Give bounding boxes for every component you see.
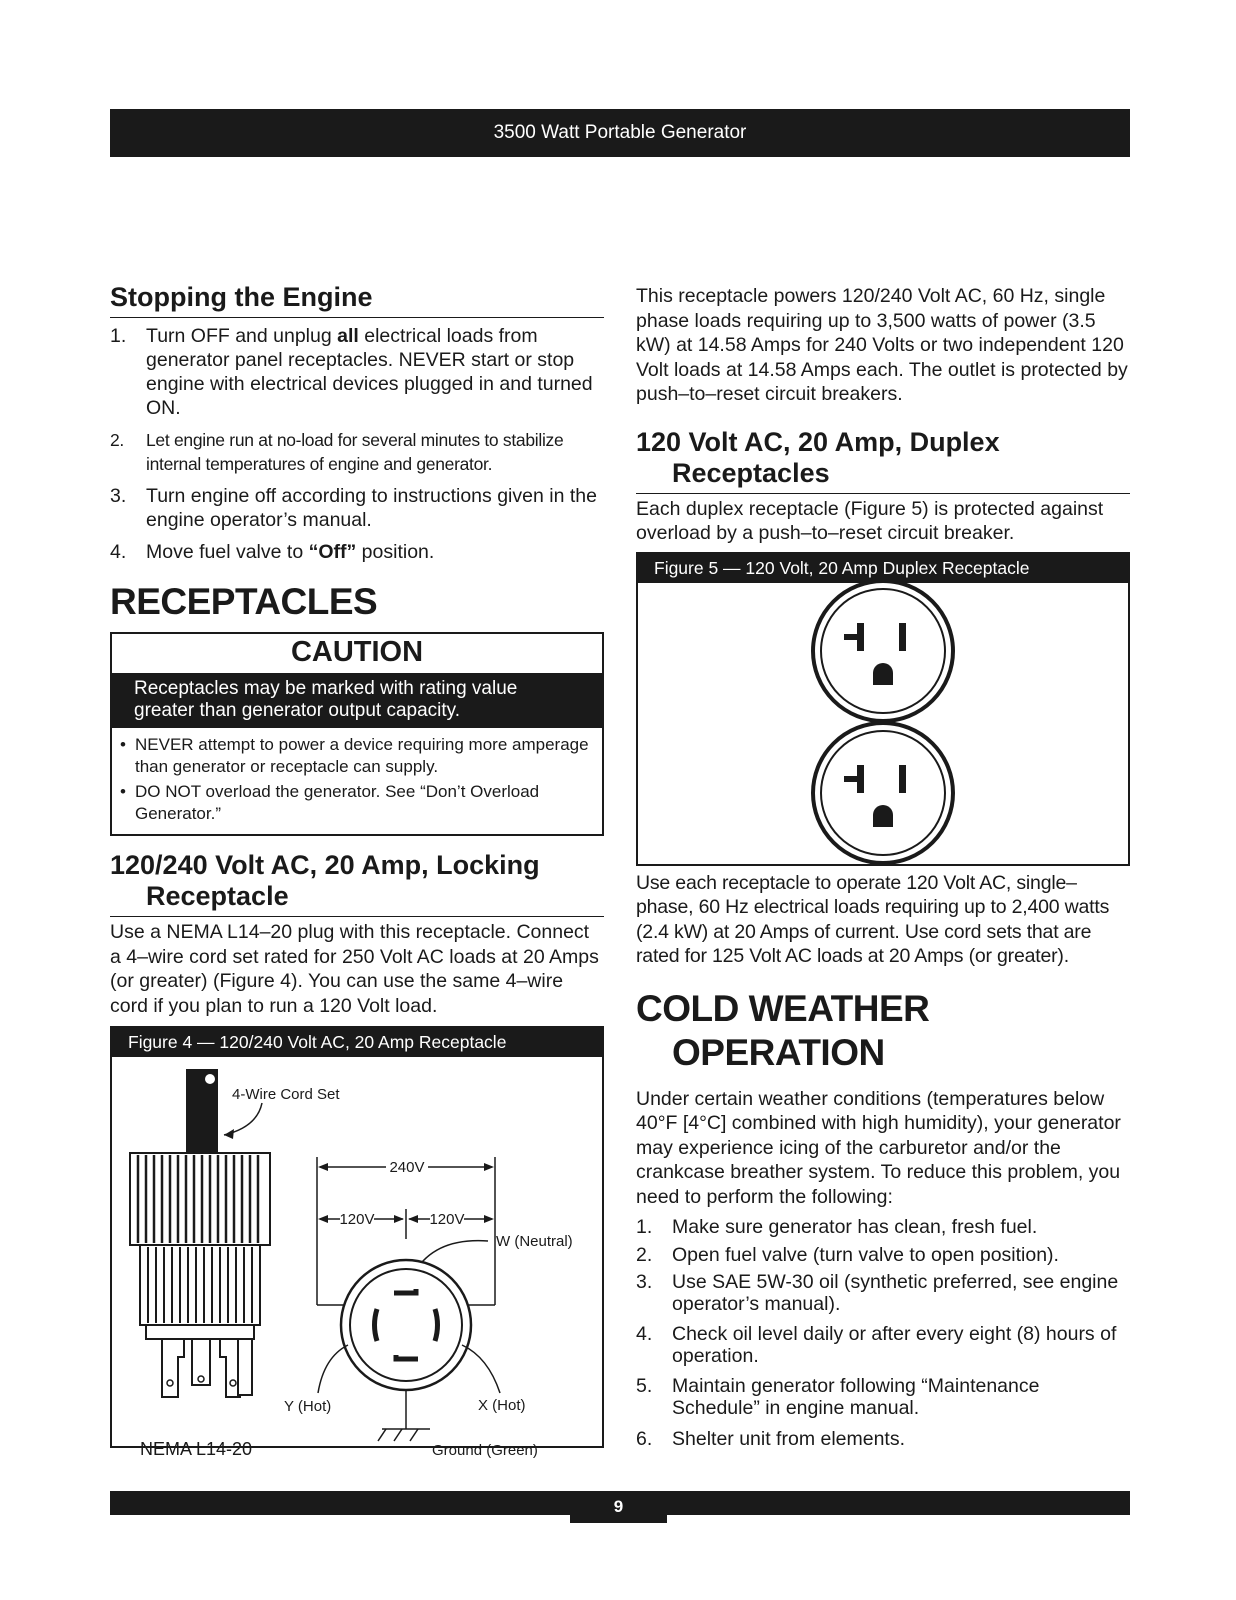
plug-lower-body bbox=[140, 1245, 260, 1325]
step-number: 2. bbox=[636, 1244, 653, 1266]
step-number: 4. bbox=[110, 541, 127, 563]
label-120v-left: 120V bbox=[339, 1211, 375, 1228]
step-text: Check oil level daily or after every eight (8) hours of operation. bbox=[672, 1323, 1117, 1367]
duplex-after: Use each receptacle to operate 120 Volt AC, single–phase, 60 Hz electrical loads requiring up to 2,400 watts (2.4 kW) at 20 Amps of current. Use cord sets that are rated for 125 Volt AC loads at 20 Amps (or greater). bbox=[636, 871, 1110, 967]
list-item bbox=[118, 781, 592, 825]
list-item bbox=[636, 1215, 1130, 1239]
step-emphasis: all bbox=[337, 325, 359, 347]
list-item bbox=[636, 1323, 1130, 1367]
list-item bbox=[636, 1271, 1130, 1315]
heading-line: 120 Volt AC, 20 Amp, Duplex bbox=[636, 426, 1000, 457]
bullet-icon: • bbox=[120, 735, 126, 754]
list-item bbox=[110, 428, 604, 476]
caution-warning: Receptacles may be marked with rating value greater than generator output capacity. bbox=[112, 673, 602, 728]
figure-caption: Figure 5 — 120 Volt, 20 Amp Duplex Receptacle bbox=[638, 554, 1128, 583]
section-heading-receptacles: RECEPTACLES bbox=[110, 581, 378, 622]
label-ground: Ground (Green) bbox=[432, 1442, 538, 1459]
heading-line: Receptacles bbox=[672, 457, 830, 488]
step-text: Let engine run at no-load for several minutes to stabilize internal temperatures of engine and generator. bbox=[146, 430, 564, 474]
list-item bbox=[636, 1243, 1130, 1267]
heading-line: OPERATION bbox=[672, 1031, 885, 1073]
step-text: Open fuel valve (turn valve to open position). bbox=[672, 1244, 1059, 1266]
step-text: Shelter unit from elements. bbox=[672, 1428, 906, 1450]
step-text: Use SAE 5W-30 oil (synthetic preferred, see engine operator’s manual). bbox=[672, 1271, 1119, 1315]
receptacle-outer bbox=[341, 1260, 471, 1390]
caution-title: CAUTION bbox=[290, 636, 424, 668]
l14-20-diagram bbox=[112, 1057, 602, 1459]
locking-continued: This receptacle powers 120/240 Volt AC, 60 Hz, single phase loads requiring up to 3,500 watts of power (3.5 kW) at 14.58 Amps for 240 Volts or two independent 120 Volt loads at 14.58 Amps each. The outlet is protected by push–to–reset circuit breakers. bbox=[636, 285, 1128, 405]
x-leader bbox=[462, 1345, 500, 1393]
list-item bbox=[118, 734, 592, 778]
step-text: electrical loads from generator panel receptacles. NEVER start or stop engine with electrical devices plugged in and turned ON. bbox=[146, 325, 593, 419]
outlet-top-icon bbox=[813, 581, 953, 721]
page-number: 9 bbox=[570, 1491, 667, 1523]
heading-line: COLD WEATHER bbox=[636, 987, 930, 1029]
document-title: 3500 Watt Portable Generator bbox=[493, 122, 747, 143]
caution-bullets bbox=[112, 728, 602, 834]
caution-box bbox=[110, 632, 604, 836]
heading-line: Receptacle bbox=[146, 881, 289, 911]
step-text: Maintain generator following “Maintenance Schedule” in engine manual. bbox=[672, 1375, 1040, 1419]
step-number: 3. bbox=[636, 1271, 653, 1293]
ground-icon bbox=[378, 1429, 430, 1441]
cold-steps bbox=[636, 1215, 1130, 1451]
label-x-hot: X (Hot) bbox=[478, 1397, 526, 1414]
locking-body: Use a NEMA L14–20 plug with this receptacle. Connect a 4–wire cord set rated for 250 Volt AC loads at 20 Amps (or greater) (Figure 4). You can use the same 4–wire cord if you plan to run a 120 Volt load. bbox=[110, 921, 599, 1017]
section-heading-cold-weather bbox=[636, 987, 1130, 1075]
step-number: 2. bbox=[110, 430, 124, 450]
plug-prongs bbox=[162, 1339, 252, 1397]
step-number: 1. bbox=[110, 325, 127, 347]
step-number: 3. bbox=[110, 485, 127, 507]
step-number: 6. bbox=[636, 1428, 653, 1450]
label-nema: NEMA L14-20 bbox=[140, 1439, 253, 1459]
running-header bbox=[110, 109, 1130, 157]
step-text: Move fuel valve to bbox=[146, 541, 309, 563]
section-heading-duplex bbox=[636, 427, 1130, 494]
figure-caption: Figure 4 — 120/240 Volt AC, 20 Amp Receptacle bbox=[112, 1028, 602, 1057]
list-item bbox=[110, 484, 604, 532]
label-y-hot: Y (Hot) bbox=[284, 1398, 332, 1415]
duplex-body: Each duplex receptacle (Figure 5) is protected against overload by a push–to–reset circuit breaker. bbox=[636, 497, 1104, 544]
step-number: 4. bbox=[636, 1323, 653, 1345]
step-number: 1. bbox=[636, 1216, 653, 1238]
figure-5 bbox=[636, 552, 1130, 866]
list-item bbox=[636, 1375, 1130, 1419]
plug-face bbox=[146, 1325, 254, 1339]
figure-5-drawing bbox=[638, 583, 1128, 864]
outlet-bottom-icon bbox=[813, 723, 953, 863]
cord-label: 4-Wire Cord Set bbox=[232, 1086, 340, 1103]
cord-wire-end bbox=[205, 1074, 215, 1084]
bullet-icon: • bbox=[120, 782, 126, 801]
y-leader bbox=[318, 1345, 348, 1393]
list-item bbox=[636, 1427, 1130, 1451]
section-heading-stopping: Stopping the Engine bbox=[110, 282, 604, 318]
left-column bbox=[110, 282, 604, 1459]
figure-4 bbox=[110, 1026, 604, 1459]
section-heading-locking bbox=[110, 850, 604, 917]
list-item bbox=[110, 540, 604, 564]
cord-leader bbox=[224, 1103, 262, 1135]
label-120v-right: 120V bbox=[429, 1211, 465, 1228]
duplex-receptacle-diagram bbox=[638, 583, 1128, 864]
step-text: Make sure generator has clean, fresh fuel. bbox=[672, 1216, 1038, 1238]
step-emphasis: “Off” bbox=[308, 541, 357, 563]
cold-body: Under certain weather conditions (temperatures below 40°F [4°C] combined with high humidity), your generator may experience icing of the carburetor and/or the crankcase breather system. To reduce this problem, you need to perform the following: bbox=[636, 1087, 1121, 1208]
label-240v: 240V bbox=[389, 1159, 425, 1176]
bullet-text: DO NOT overload the generator. See “Don’t Overload Generator.” bbox=[135, 782, 540, 823]
step-text: position. bbox=[356, 541, 435, 563]
figure-4-drawing bbox=[112, 1057, 602, 1459]
step-text: Turn OFF and unplug bbox=[146, 325, 338, 347]
bullet-text: NEVER attempt to power a device requiring more amperage than generator or receptacle can supply. bbox=[135, 735, 589, 776]
step-text: Turn engine off according to instructions given in the engine operator’s manual. bbox=[146, 485, 597, 531]
label-neutral: W (Neutral) bbox=[496, 1233, 573, 1250]
right-column bbox=[636, 284, 1130, 1459]
heading-line: 120/240 Volt AC, 20 Amp, Locking bbox=[110, 850, 540, 880]
step-number: 5. bbox=[636, 1375, 653, 1397]
stopping-steps bbox=[110, 324, 604, 564]
list-item bbox=[110, 324, 604, 420]
